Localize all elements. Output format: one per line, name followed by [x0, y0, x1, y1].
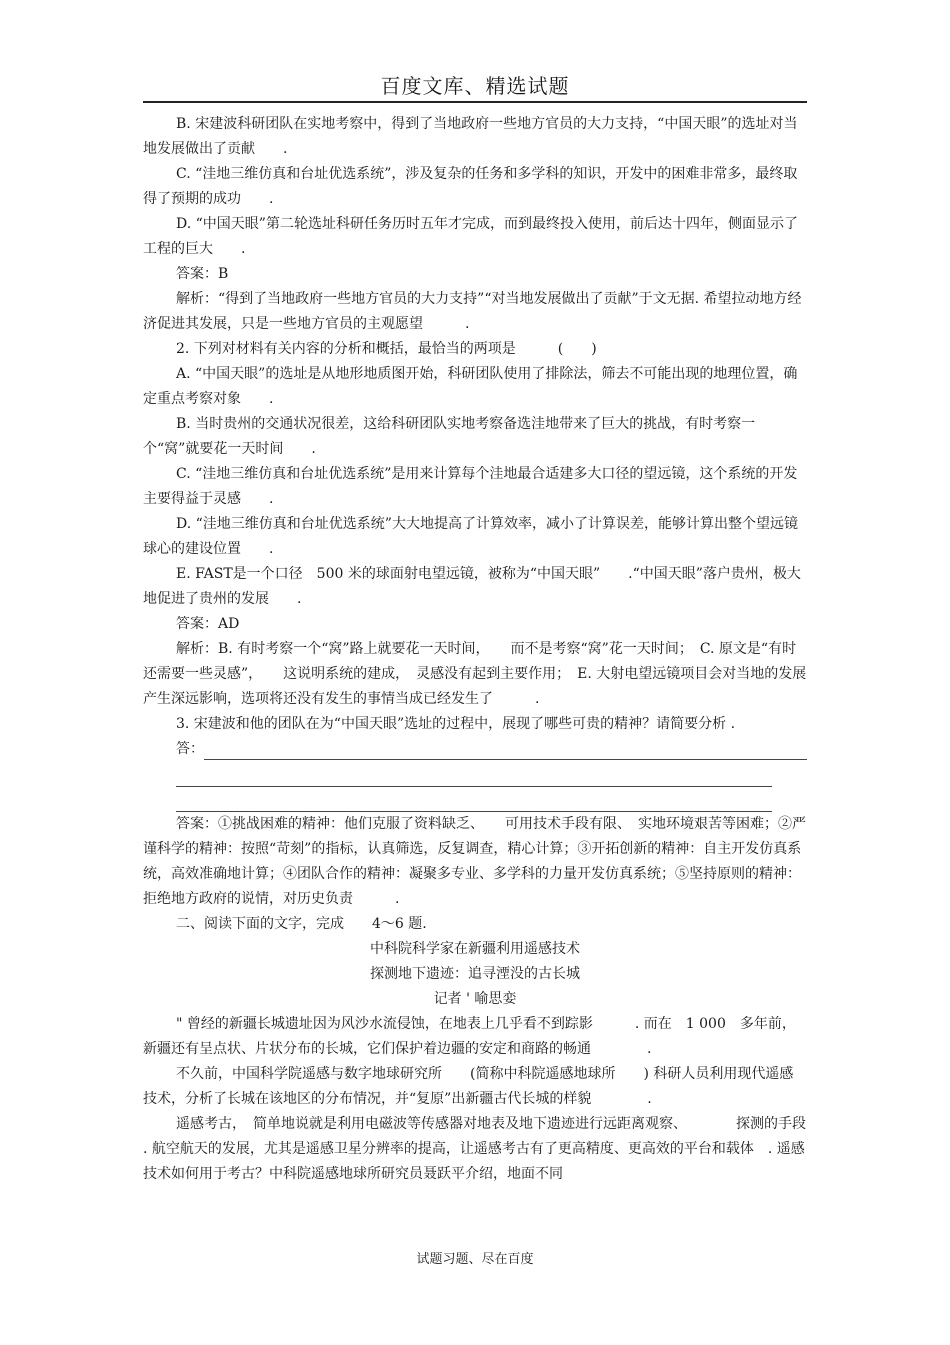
answer-line-2[interactable] [176, 762, 772, 787]
article-byline: 记者 ' 喻思娈 [433, 991, 517, 1007]
paragraph: B. 当时贵州的交通状况很差，这给科研团队实地考察备选洼地带来了巨大的挑战，有时考察一个“窝”就要花一天时间 . [143, 416, 756, 457]
question-block-1 [143, 112, 807, 737]
paragraph: E. FAST是一个口径 500 米的球面射电望远镜，被称为“中国天眼” .“中国天眼”落户贵州，极大地促进了贵州的发展 . [143, 566, 801, 607]
answer-field-row[interactable] [143, 737, 807, 762]
paragraph: 答案：AD [176, 616, 240, 632]
page-header: 百度文库、精选试题 [380, 74, 570, 98]
answer-block [143, 812, 807, 937]
answer-label: 答： [176, 741, 204, 757]
answer-line-1[interactable] [204, 741, 807, 760]
paragraph: B. 宋建波科研团队在实地考察中，得到了当地政府一些地方官员的大力支持，“中国天眼”的选址对当地发展做出了贡献 . [143, 116, 798, 157]
paragraph: 答案：B [176, 266, 229, 282]
paragraph: D. “中国天眼”第二轮选址科研任务历时五年才完成，而到最终投入使用，前后达十四年，侧面显示了工程的巨大 . [143, 216, 798, 257]
document-body [143, 112, 807, 1187]
paragraph: D. “洼地三维仿真和台址优选系统”大大地提高了计算效率，减小了计算误差，能够计算出整个望远镜球心的建设位置 . [143, 516, 798, 557]
article-title-1: 中科院科学家在新疆利用遥感技术 [370, 941, 580, 957]
paragraph: 答案：①挑战困难的精神：他们克服了资料缺乏、 可用技术手段有限、 实地环境艰苦等困难；②严谨科学的精神：按照“苛刻”的指标，认真筛选，反复调查，精心计算；③开拓创新的精神：自主开发仿真系统，高效准确地计算；④团队合作的精神：凝聚多专业、多学科的力量开发仿真系统；⑤坚持原则的精神：拒绝地方政府的说情，对历史负责 . [143, 816, 806, 907]
paragraph: 二、阅读下面的文字，完成 4～6 题. [176, 916, 427, 932]
article-title-2: 探测地下遗迹：追寻湮没的古长城 [370, 966, 580, 982]
article-body [143, 1012, 807, 1187]
paragraph: 解析：“得到了当地政府一些地方官员的大力支持”“对当地发展做出了贡献”于文无据. 希望拉动地方经济促进其发展，只是一些地方官员的主观愿望 . [143, 291, 802, 332]
paragraph: 2. 下列对材料有关内容的分析和概括，最恰当的两项是 ( ) [176, 341, 597, 357]
paragraph: C. “洼地三维仿真和台址优选系统”，涉及复杂的任务和多学科的知识，开发中的困难非常多，最终取得了预期的成功 . [143, 166, 798, 207]
paragraph: " 曾经的新疆长城遗址因为风沙水流侵蚀，在地表上几乎看不到踪影 . 而在 1 000 多年前，新疆还有呈点状、片状分布的长城，它们保护着边疆的安定和商路的畅通 . [143, 1016, 796, 1057]
paragraph: 不久前，中国科学院遥感与数字地球研究所 (简称中科院遥感地球所 ) 科研人员利用现代遥感技术，分析了长城在该地区的分布情况，并“复原”出新疆古代长城的样貌 . [143, 1066, 794, 1107]
page-footer: 试题习题、尽在百度 [416, 1252, 534, 1267]
paragraph: A. “中国天眼”的选址是从地形地质图开始，科研团队使用了排除法，筛去不可能出现的地理位置，确定重点考察对象 . [143, 366, 798, 407]
header-divider [143, 101, 807, 103]
answer-line-3[interactable] [176, 787, 772, 812]
paragraph: 遥感考古， 简单地说就是利用电磁波等传感器对地表及地下遗迹进行远距离观察、 探测的手段 . 航空航天的发展，尤其是遥感卫星分辨率的提高，让遥感考古有了更高精度、更高效的平台和载体 . 遥感技术如何用于考古？中科院遥感地球所研究员聂跃平介绍，地面不同 [143, 1116, 806, 1182]
paragraph: C. “洼地三维仿真和台址优选系统”是用来计算每个洼地最合适建多大口径的望远镜，这个系统的开发主要得益于灵感 . [143, 466, 798, 507]
paragraph: 解析：B. 有时考察一个“窝”路上就要花一天时间， 而不是考察“窝”花一天时间； C. 原文是“有时还需要一些灵感”， 这说明系统的建成， 灵感没有起到主要作用； E. 大射电望远镜项目会对当地的发展产生深远影响，选项将还没有发生的事情当成已经发生了 . [143, 641, 807, 707]
paragraph: 3. 宋建波和他的团队在为“中国天眼”选址的过程中，展现了哪些可贵的精神？请简要分析 . [176, 716, 736, 732]
